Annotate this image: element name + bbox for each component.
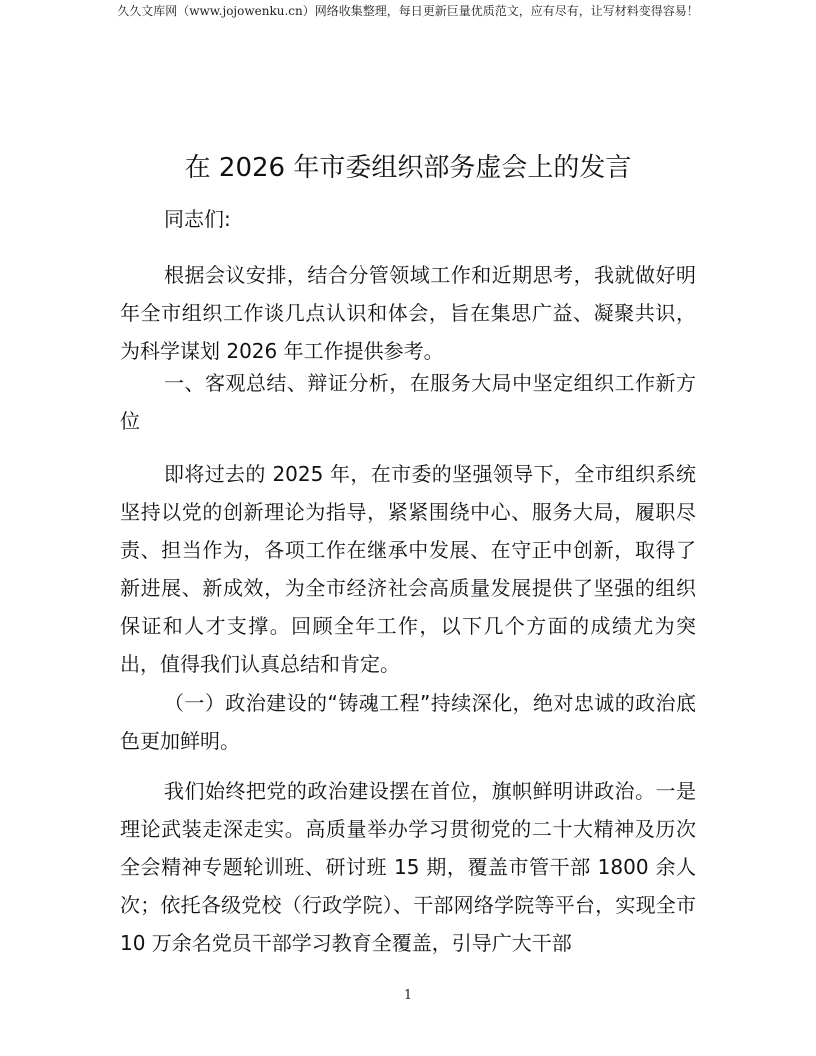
header-banner: 久久文库网（www.jojowenku.cn）网络收集整理，每日更新巨量优质范文，应有尽有，让写材料变得容易！ xyxy=(117,4,699,18)
document-title: 在 2026 年市委组织部务虚会上的发言 xyxy=(184,153,632,183)
paragraph-review: 即将过去的 2025 年，在市委的坚强领导下，全市组织系统坚持以党的创新理论为指导，紧紧围绕中心、服务大局，履职尽责、担当作为，各项工作在继承中发展、在守正中创新，取得了新进展、新成效，为全市经济社会高质量发展提供了坚强的组织保证和人才支撑。回顾全年工作，以下几个方面的成绩尤为突出，值得我们认真总结和肯定。 xyxy=(120,462,696,676)
paragraph-political-building: 我们始终把党的政治建设摆在首位，旗帜鲜明讲政治。一是理论武装走深走实。高质量举办学习贯彻党的二十大精神及历次全会精神专题轮训班、研讨班 15 期，覆盖市管干部 1800 余人次；依托各级党校（行政学院）、干部网络学院等平台，实现全市 10 万余名党员干部学习教育全覆盖，引导广大干部 xyxy=(120,779,696,955)
section-heading-1: 一、客观总结、辩证分析，在服务大局中坚定组织工作新方位 xyxy=(120,371,696,433)
salutation: 同志们: xyxy=(164,207,231,231)
subsection-heading-1: （一）政治建设的“铸魂工程”持续深化，绝对忠诚的政治底色更加鲜明。 xyxy=(120,691,696,753)
page-number: 1 xyxy=(403,988,413,1003)
paragraph-intro: 根据会议安排，结合分管领域工作和近期思考，我就做好明年全市组织工作谈几点认识和体会，旨在集思广益、凝聚共识，为科学谋划 2026 年工作提供参考。 xyxy=(120,263,696,363)
